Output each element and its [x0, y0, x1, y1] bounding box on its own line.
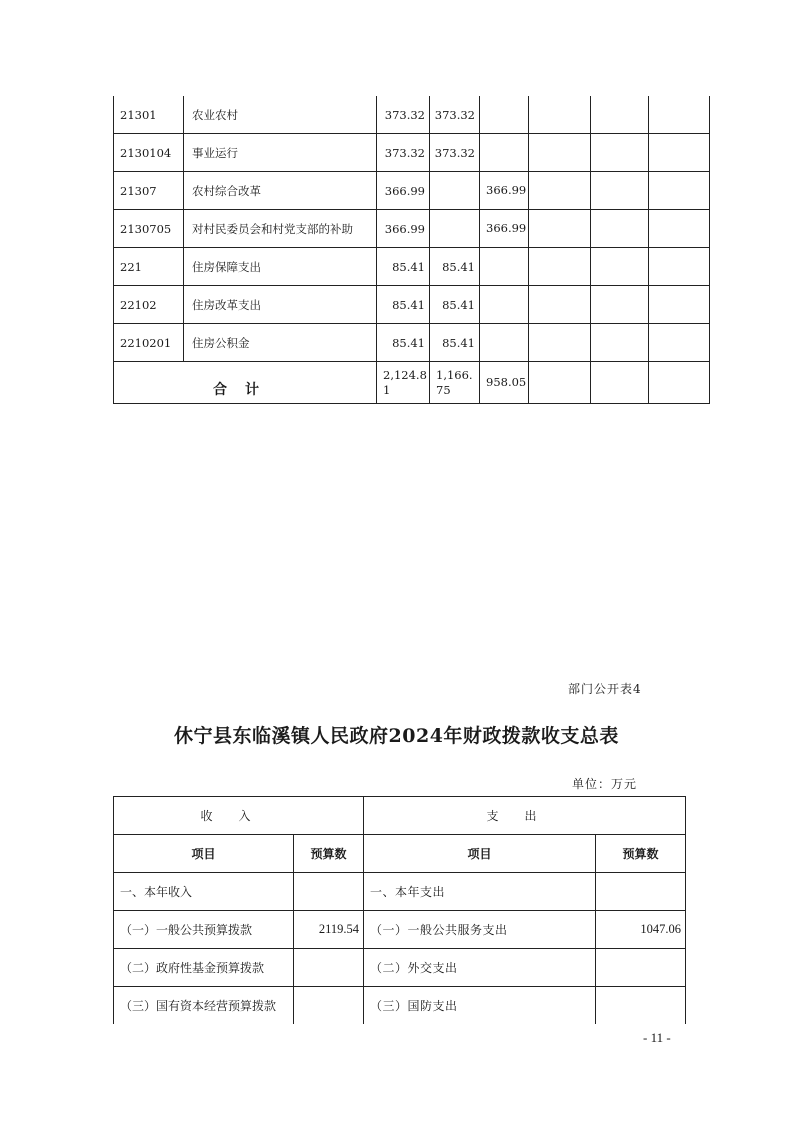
- expense-value: [596, 873, 686, 911]
- row-basic: [430, 210, 480, 248]
- row-total: 366.99: [377, 210, 430, 248]
- table-row: [114, 987, 686, 1025]
- row-name: 农村综合改革: [184, 172, 377, 210]
- row-name: 住房公积金: [184, 324, 377, 362]
- row-total: 85.41: [377, 286, 430, 324]
- empty-cell: [591, 248, 649, 286]
- empty-cell: [591, 324, 649, 362]
- row-project: [480, 134, 529, 172]
- public-table-label: 部门公开表4: [568, 682, 642, 696]
- income-value: [294, 987, 364, 1025]
- row-name: 对村民委员会和村党支部的补助: [184, 210, 377, 248]
- expenditure-detail-table: [113, 96, 710, 404]
- row-code: 22102: [114, 286, 184, 324]
- expense-item: 一、本年支出: [364, 873, 596, 911]
- row-project: [480, 96, 529, 134]
- empty-cell: [649, 286, 710, 324]
- row-name: 住房保障支出: [184, 248, 377, 286]
- empty-cell: [649, 172, 710, 210]
- income-item: （三）国有资本经营预算拨款: [114, 987, 294, 1025]
- expense-item-header: 项目: [364, 835, 596, 873]
- row-name: 事业运行: [184, 134, 377, 172]
- row-code: 2130705: [114, 210, 184, 248]
- empty-cell: [591, 362, 649, 404]
- income-header: 收入: [114, 797, 364, 835]
- row-project: [480, 324, 529, 362]
- row-total: 85.41: [377, 248, 430, 286]
- page-number: - 11 -: [643, 1030, 671, 1045]
- table-row: [114, 911, 686, 949]
- table-row: [114, 286, 710, 324]
- row-code: 21307: [114, 172, 184, 210]
- total-total: 2,124.81: [377, 362, 430, 404]
- expense-budget-header: 预算数: [596, 835, 686, 873]
- expense-header: 支出: [364, 797, 686, 835]
- row-name: 农业农村: [184, 96, 377, 134]
- table-row: [114, 134, 710, 172]
- expense-item: （一）一般公共服务支出: [364, 911, 596, 949]
- empty-cell: [649, 134, 710, 172]
- empty-cell: [529, 248, 591, 286]
- row-name: 住房改革支出: [184, 286, 377, 324]
- row-basic: 373.32: [430, 134, 480, 172]
- table-row: [114, 172, 710, 210]
- table-row: [114, 949, 686, 987]
- row-project: [480, 286, 529, 324]
- row-total: 373.32: [377, 96, 430, 134]
- column-header-row: [114, 835, 686, 873]
- income-item: （一）一般公共预算拨款: [114, 911, 294, 949]
- table-row: [114, 324, 710, 362]
- empty-cell: [649, 324, 710, 362]
- expense-item: （三）国防支出: [364, 987, 596, 1025]
- row-basic: [430, 172, 480, 210]
- row-project: 366.99: [480, 172, 529, 210]
- total-row: [114, 362, 710, 404]
- empty-cell: [591, 134, 649, 172]
- expense-value: 1047.06: [596, 911, 686, 949]
- empty-cell: [529, 286, 591, 324]
- empty-cell: [529, 362, 591, 404]
- income-budget-header: 预算数: [294, 835, 364, 873]
- empty-cell: [591, 96, 649, 134]
- row-basic: 85.41: [430, 286, 480, 324]
- total-basic: 1,166.75: [430, 362, 480, 404]
- row-total: 366.99: [377, 172, 430, 210]
- fiscal-summary-table: [113, 796, 686, 1024]
- empty-cell: [649, 362, 710, 404]
- table-row: [114, 96, 710, 134]
- row-basic: 85.41: [430, 248, 480, 286]
- empty-cell: [529, 172, 591, 210]
- empty-cell: [529, 134, 591, 172]
- empty-cell: [649, 96, 710, 134]
- empty-cell: [649, 248, 710, 286]
- expense-item: （二）外交支出: [364, 949, 596, 987]
- income-item: （二）政府性基金预算拨款: [114, 949, 294, 987]
- empty-cell: [591, 172, 649, 210]
- row-code: 21301: [114, 96, 184, 134]
- empty-cell: [591, 210, 649, 248]
- table-row: [114, 873, 686, 911]
- income-value: [294, 873, 364, 911]
- row-basic: 373.32: [430, 96, 480, 134]
- row-code: 2210201: [114, 324, 184, 362]
- empty-cell: [529, 96, 591, 134]
- income-value: 2119.54: [294, 911, 364, 949]
- empty-cell: [529, 210, 591, 248]
- row-project: [480, 248, 529, 286]
- row-project: 366.99: [480, 210, 529, 248]
- income-item: 一、本年收入: [114, 873, 294, 911]
- empty-cell: [591, 286, 649, 324]
- row-basic: 85.41: [430, 324, 480, 362]
- page-title: 休宁县东临溪镇人民政府2024年财政拨款收支总表: [174, 725, 619, 747]
- income-item-header: 项目: [114, 835, 294, 873]
- income-value: [294, 949, 364, 987]
- row-total: 373.32: [377, 134, 430, 172]
- table-row: [114, 248, 710, 286]
- row-code: 221: [114, 248, 184, 286]
- expense-value: [596, 949, 686, 987]
- row-total: 85.41: [377, 324, 430, 362]
- section-header-row: [114, 797, 686, 835]
- row-code: 2130104: [114, 134, 184, 172]
- unit-label: 单位：万元: [572, 777, 638, 791]
- table-row: [114, 210, 710, 248]
- empty-cell: [649, 210, 710, 248]
- total-project: 958.05: [480, 362, 529, 404]
- expense-value: [596, 987, 686, 1025]
- total-label: 合计: [114, 362, 377, 404]
- empty-cell: [529, 324, 591, 362]
